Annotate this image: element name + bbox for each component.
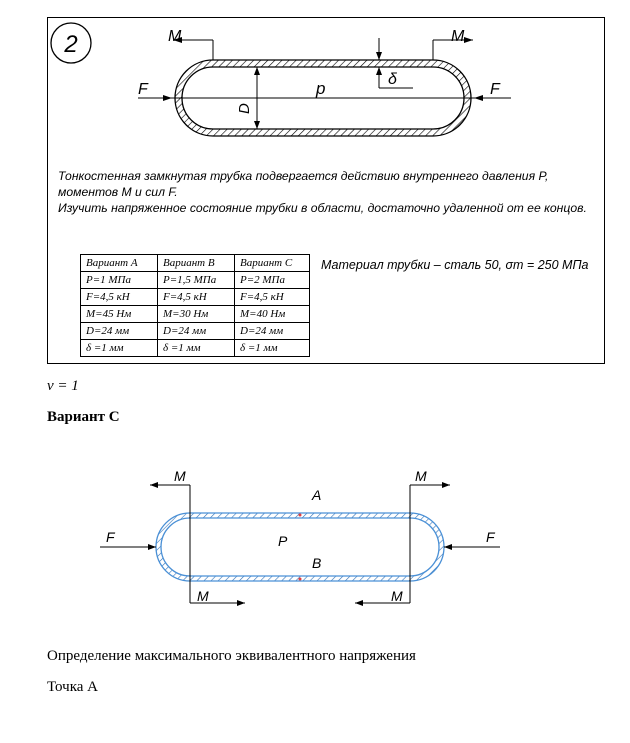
- fig2-M-top-left: M: [174, 468, 186, 484]
- table-cell: F=4,5 кН: [158, 289, 235, 306]
- label-delta: δ: [388, 71, 397, 88]
- fig2-M-top-right: M: [415, 468, 427, 484]
- caption-line-3: Изучить напряженное состояние трубки в области, достаточно удаленной от ее концов.: [58, 201, 587, 215]
- table-cell: P=1 МПа: [81, 272, 158, 289]
- table-cell: δ =1 мм: [81, 340, 158, 357]
- table-cell: δ =1 мм: [158, 340, 235, 357]
- table-cell: P=1,5 МПа: [158, 272, 235, 289]
- table-row: [81, 340, 310, 357]
- label-M-right: M: [451, 28, 465, 45]
- label-F-left: F: [138, 81, 148, 98]
- tube-drawing-2: [100, 458, 520, 618]
- table-cell: D=24 мм: [81, 323, 158, 340]
- label-F-right: F: [490, 81, 500, 98]
- fig2-F-left: F: [106, 529, 115, 545]
- caption-line-1: Тонкостенная замкнутая трубка подвергается действию внутреннего давления P,: [58, 169, 549, 183]
- point-label: Точка A: [47, 679, 98, 695]
- table-cell: D=24 мм: [235, 323, 310, 340]
- section-title: Определение максимального эквивалентного напряжения: [47, 648, 416, 664]
- label-D: D: [236, 103, 253, 114]
- table-cell: P=2 МПа: [235, 272, 310, 289]
- table-row: [81, 306, 310, 323]
- table-cell: M=45 Нм: [81, 306, 158, 323]
- table-cell: M=40 Нм: [235, 306, 310, 323]
- table-cell: Вариант C: [235, 255, 310, 272]
- tube-wall-2: [156, 513, 444, 581]
- table-row: [81, 272, 310, 289]
- variants-table: [80, 254, 310, 357]
- table-cell: δ =1 мм: [235, 340, 310, 357]
- table-cell: F=4,5 кН: [81, 289, 158, 306]
- problem-figure: [47, 17, 605, 364]
- fig2-pressure-P: P: [278, 533, 288, 549]
- table-row: [81, 255, 310, 272]
- label-p: p: [316, 79, 326, 98]
- fig2-M-bottom-left: M: [197, 588, 209, 604]
- problem-number: 2: [64, 31, 78, 58]
- table-cell: F=4,5 кН: [235, 289, 310, 306]
- table-cell: D=24 мм: [158, 323, 235, 340]
- table-row: [81, 289, 310, 306]
- nu-line: ν = 1: [47, 378, 79, 394]
- table-cell: Вариант A: [81, 255, 158, 272]
- table-cell: M=30 Нм: [158, 306, 235, 323]
- table-row: [81, 323, 310, 340]
- fig2-F-right: F: [486, 529, 495, 545]
- fig2-point-B: B: [312, 555, 322, 571]
- table-cell: Вариант B: [158, 255, 235, 272]
- fig2-point-A: A: [312, 487, 322, 503]
- label-M-left: M: [168, 28, 182, 45]
- variant-heading: Вариант C: [47, 409, 120, 425]
- fig2-M-bottom-right: M: [391, 588, 403, 604]
- material-note: Материал трубки – сталь 50, σт = 250 МПа: [321, 258, 589, 272]
- caption-line-2: моментов M и сил F.: [58, 185, 178, 199]
